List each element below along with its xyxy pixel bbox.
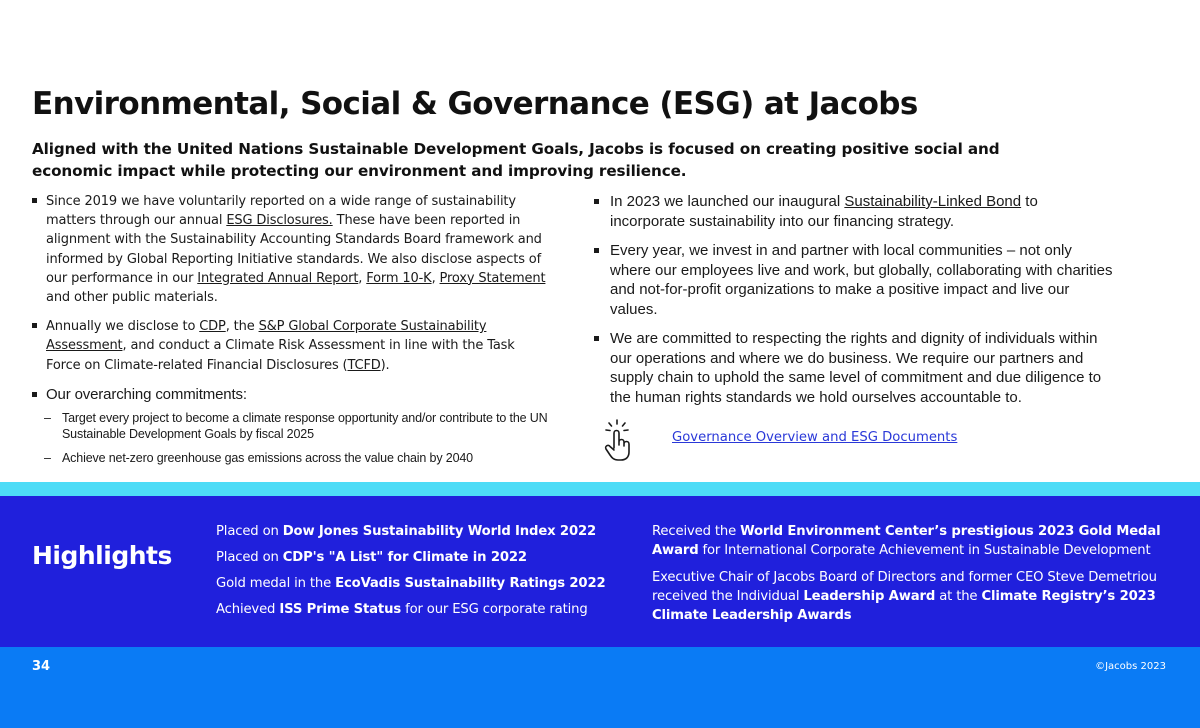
governance-link-area <box>600 418 1000 462</box>
bullet-text: ). <box>380 357 390 373</box>
highlight-item <box>216 600 616 619</box>
bullet-text: and other public materials. <box>46 290 218 306</box>
accent-strip <box>0 482 1200 496</box>
highlight-bold: Dow Jones Sustainability World Index 2022 <box>282 524 597 539</box>
highlight-text: at the <box>935 589 982 604</box>
bullet-text: , the <box>225 319 259 335</box>
highlight-bold: World Environment Center’s prestigious 2023 Gold Medal Award <box>652 524 1161 558</box>
highlights-band <box>0 496 1200 647</box>
bullet-commitments: Our overarching commitments: <box>32 385 552 404</box>
page-number: 34 <box>32 659 51 674</box>
esg-disclosures-link[interactable]: ESG Disclosures. <box>226 213 333 229</box>
commitment-item: – Achieve net-zero greenhouse gas emissions across the value chain by 2040 <box>32 450 552 466</box>
highlight-item <box>216 574 616 593</box>
page-subtitle: Aligned with the United Nations Sustainable Development Goals, Jacobs is focused on creating positive social and economic impact while protecting our environment and improving resilience. <box>32 140 1000 180</box>
pointing-hand-icon <box>600 418 634 462</box>
bullet-text: Annually we disclose to <box>46 319 200 335</box>
highlight-bold: CDP's "A List" for Climate in 2022 <box>282 550 527 565</box>
bullet-text: Since 2019 we have voluntarily reported on a wide range of sustainability matters through our annual <box>46 194 516 229</box>
left-column <box>32 192 552 474</box>
sustainability-linked-bond-link[interactable]: Sustainability-Linked Bond <box>844 193 1022 210</box>
separator: , <box>431 270 440 286</box>
copyright: ©Jacobs 2023 <box>1095 661 1166 672</box>
form-10k-link[interactable]: Form 10-K <box>366 270 432 286</box>
highlight-text: for International Corporate Achievement in Sustainable Development <box>698 543 1151 558</box>
highlight-item <box>652 522 1162 560</box>
page-title: Environmental, Social & Governance (ESG) at Jacobs <box>32 86 918 122</box>
sp-global-csa-link[interactable]: S&P Global Corporate Sustainability Assessment <box>46 319 487 354</box>
proxy-statement-link[interactable]: Proxy Statement <box>439 270 546 286</box>
highlight-text: Executive Chair of Jacobs Board of Directors and former CEO Steve Demetriou received the Individual <box>652 570 1157 604</box>
tcfd-link[interactable]: TCFD <box>347 357 381 373</box>
highlights-list-left <box>216 522 616 626</box>
highlight-bold: ISS Prime Status <box>279 602 402 617</box>
bullet-text: , and conduct a Climate Risk Assessment in line with the Task Force on Climate-related Financial Disclosures ( <box>46 338 515 373</box>
bullet-sustainability-bond <box>594 192 1114 231</box>
right-column <box>594 192 1114 417</box>
separator: , <box>358 270 367 286</box>
bullet-esg-disclosures <box>32 192 552 307</box>
bullet-text: to incorporate sustainability into our financing strategy. <box>610 193 1038 230</box>
highlights-list-right <box>652 522 1162 633</box>
bullet-text: In 2023 we launched our inaugural <box>610 193 845 210</box>
highlight-text: Placed on <box>216 550 283 565</box>
bullet-communities: Every year, we invest in and partner with local communities – not only where our employees live and work, but globally, collaborating with charities and not-for-profit organizations to make a positive impact and live our values. <box>594 241 1114 319</box>
governance-esg-documents-link[interactable]: Governance Overview and ESG Documents <box>672 430 958 445</box>
highlight-text: Placed on <box>216 524 283 539</box>
bullet-text: These have been reported in alignment with the Sustainability Accounting Standards Board framework and informed by Global Reporting Initiative standards. We also disclose aspects of our performance in our <box>46 213 542 286</box>
highlight-text: Gold medal in the <box>216 576 336 591</box>
integrated-annual-report-link[interactable]: Integrated Annual Report <box>197 270 359 286</box>
highlight-bold: Climate Registry’s 2023 Climate Leadership Awards <box>652 589 1156 623</box>
highlight-text: Received the <box>652 524 741 539</box>
highlight-bold: EcoVadis Sustainability Ratings 2022 <box>335 576 606 591</box>
bullet-human-rights: We are committed to respecting the rights and dignity of individuals within our operations and where we do business. We require our partners and supply chain to uphold the same level of commitment and due diligence to the human rights standards we hold ourselves accountable to. <box>594 329 1114 407</box>
highlights-title: Highlights <box>32 541 172 570</box>
highlight-text: for our ESG corporate rating <box>401 602 588 617</box>
highlight-item <box>216 522 616 541</box>
highlight-text: Achieved <box>216 602 280 617</box>
highlight-bold: Leadership Award <box>803 589 936 604</box>
footer-bar <box>0 647 1200 728</box>
cdp-link[interactable]: CDP <box>199 319 226 335</box>
commitment-item: – Target every project to become a climate response opportunity and/or contribute to the UN Sustainable Development Goals by fiscal 2025 <box>32 410 552 442</box>
bullet-annual-disclosure <box>32 317 552 375</box>
highlight-item <box>216 548 616 567</box>
highlight-item <box>652 568 1162 625</box>
